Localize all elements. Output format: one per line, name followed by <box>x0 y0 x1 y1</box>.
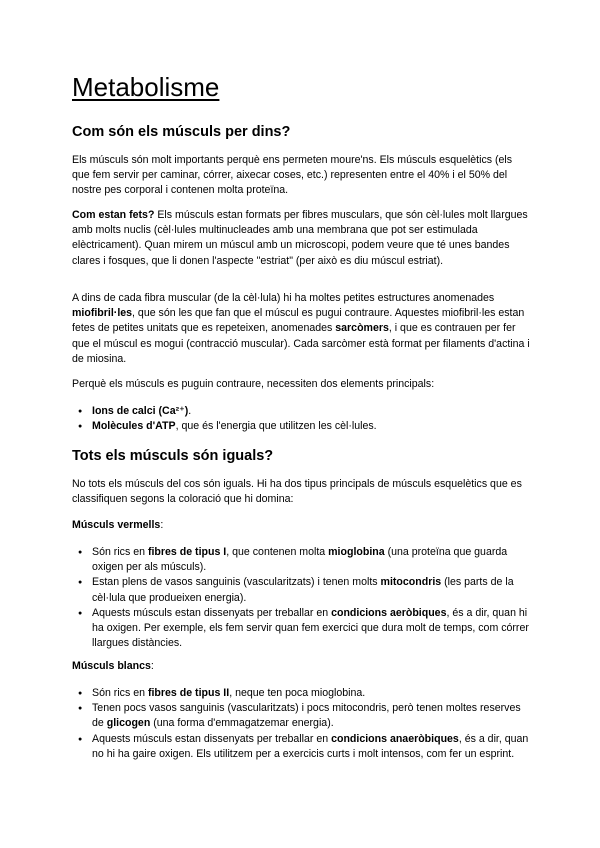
bold-term: glicogen <box>106 717 151 730</box>
paragraph-myofibrils <box>72 291 532 367</box>
list-item: ● Són rics en fibres de tipus I, que contenen molta mioglobina (una proteïna que guarda oxigen per als músculs). <box>72 545 532 575</box>
bold-term: mioglobina <box>328 546 385 558</box>
bold-term: sarcòmers <box>335 322 389 335</box>
paragraph-text: A dins de cada fibra muscular (de la cèl·lula) hi ha moltes petites estructures anomenades <box>72 292 495 304</box>
list-item: ● Estan plens de vasos sanguinis (vascularitzats) i tenen molts mitocondris (les parts de la cèl·lula que produeixen energia). <box>72 575 532 605</box>
bold-term: fibres de tipus II <box>147 687 230 699</box>
bold-term: Ions de calci (Ca²⁺) <box>92 405 189 417</box>
paragraph-text: , i que es contrauen per fer que el múscul es mogui (contracció muscular). Cada sarcòmer està format per filaments d'actina i de miosina. <box>72 322 530 365</box>
white-muscles-heading: Músculs blancs: <box>72 660 154 672</box>
white-muscles-list <box>72 686 532 762</box>
paragraph-needs: Perquè els músculs es puguin contraure, necessiten dos elements principals: <box>72 378 435 390</box>
bold-term: Molècules d'ATP <box>92 420 176 433</box>
paragraph-text: , que són les que fan que el múscul es pugui contraure. Aquestes miofibril·les estan fetes de petites unitats que es repeteixen, anomenades <box>72 307 525 335</box>
bold-term: fibres de tipus I <box>147 546 227 558</box>
list-item: ● Aquests músculs estan dissenyats per treballar en condicions anaeròbiques, és a dir, quan no hi ha gaire oxigen. Els utilitzem per a exercicis curts i molt intensos, com fer un esprint. <box>72 732 532 762</box>
list-item: ● Aquests músculs estan dissenyats per treballar en condicions aeròbiques, és a dir, quan hi ha oxigen. Per exemple, els fem servir quan fem exercici que dura molt de temps, com córrer llargues distàncies. <box>72 606 532 652</box>
red-muscles-list <box>72 545 532 651</box>
bold-term: mitocondris <box>380 576 442 589</box>
page-title: Metabolisme <box>72 72 220 102</box>
paragraph-how-made <box>72 208 532 269</box>
bold-term: condicions anaeròbiques <box>331 732 459 745</box>
list-item: ● Són rics en fibres de tipus II, neque ten poca mioglobina. <box>72 686 532 701</box>
list-item: ● Molècules d'ATP, que és l'energia que utilitzen les cèl·lules. <box>72 419 532 434</box>
paragraph-text: Els músculs estan formats per fibres musculars, que són cèl·lules molt llargues amb molts nuclis (cèl·lules multinucleades amb una membrana que pot ser estimulada elèctricament). Quan mirem un múscul amb un microscopi, podem veure que té unes bandes clares i fosques, que li donen l'aspecte "estriat" (per això es diu múscul estriat). <box>72 209 528 267</box>
section-heading-types: Tots els músculs són iguals? <box>72 448 274 464</box>
needs-list <box>72 404 532 434</box>
paragraph-types-intro: No tots els músculs del cos són iguals. Hi ha dos tipus principals de músculs esquelètics que es classifiquen segons la coloració que hi domina: <box>72 478 522 506</box>
paragraph-intro: Els músculs són molt importants perquè ens permeten moure'ns. Els músculs esquelètics (els que fem servir per caminar, córrer, aixecar coses, etc.) representen entre el 40% i el 50% del nostre pes corporal i contenen molta proteïna. <box>72 154 513 197</box>
list-item: ● Ions de calci (Ca²⁺). <box>72 404 532 419</box>
bold-term: condicions aeròbiques <box>331 606 447 619</box>
red-muscles-heading: Músculs vermells: <box>72 519 164 531</box>
bold-term: Com estan fets? <box>72 209 155 221</box>
list-item: ● Tenen pocs vasos sanguinis (vascularitzats) i pocs mitocondris, però tenen moltes reserves de glicogen (una forma d'emmagatzemar energia). <box>72 701 532 731</box>
bold-term: miofibril·les <box>72 307 133 320</box>
section-heading-structure: Com són els músculs per dins? <box>72 124 291 140</box>
